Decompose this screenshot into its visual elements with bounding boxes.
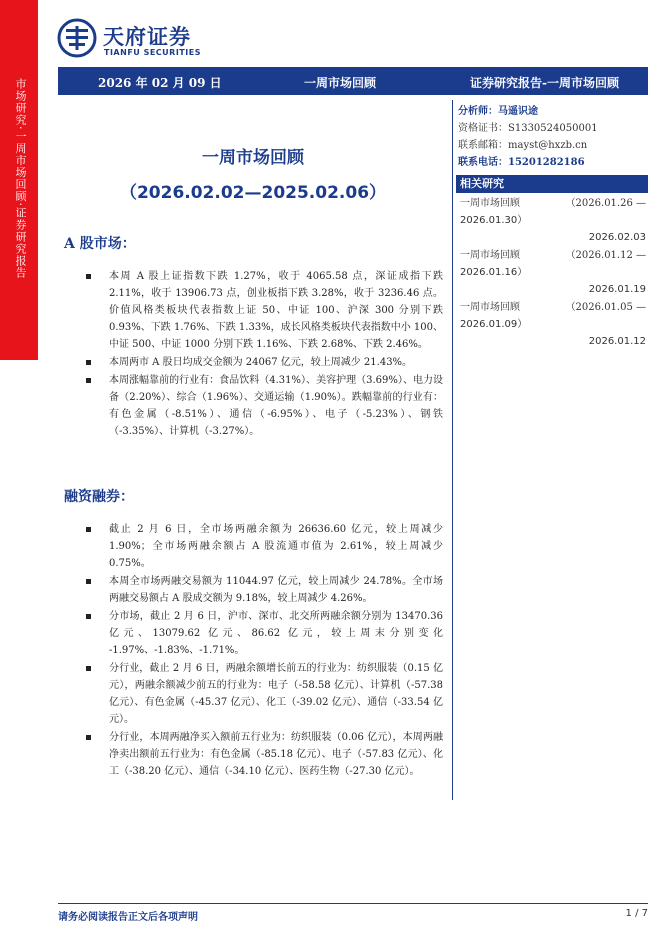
bullet-text: 本周全市场两融交易额为 11044.97 亿元，较上周减少 24.78%。全市场两融交易额占 A 股成交额为 9.18%，较上周减少 4.26%。 (109, 576, 443, 604)
related-range-end: 2026.01.30） (460, 215, 528, 226)
list-item (86, 354, 443, 371)
list-item (86, 573, 443, 607)
bullet-text: 分行业，截止 2 月 6 日，两融余额增长前五的行业为：纺织服装（0.15 亿元），两融余额减少前五的行业为：电子（-58.58 亿元）、计算机（-57.38 亿元）、有色金属（-45.37 亿元）、化工（-39.02 亿元）、通信（-33.54 亿元）。 (109, 663, 443, 725)
bullet-square-icon (86, 614, 91, 619)
logo-cn-text: 天府证券 (103, 25, 191, 49)
report-date: 2026 年 02 月 09 日 (98, 76, 222, 90)
report-header-bar (58, 67, 648, 95)
list-item (86, 608, 443, 659)
analyst-name: 分析师：马遥识途 (458, 106, 538, 117)
bullet-square-icon (86, 735, 91, 740)
list-item (86, 521, 443, 572)
footer-divider (58, 903, 648, 904)
side-vertical-label: 市场研究·一周市场回顾·证券研究报告 (14, 78, 27, 279)
related-title: 一周市场回顾 (460, 302, 520, 313)
bullet-text: 截止 2 月 6 日，全市场两融余额为 26636.60 亿元，较上周减少 1.90%；全市场两融余额占 A 股流通市值为 2.61%，较上周减少 0.75%。 (109, 524, 443, 569)
page-number: 1 / 7 (625, 908, 648, 919)
related-research-item[interactable] (460, 247, 646, 298)
company-logo (57, 18, 232, 60)
analyst-phone: 联系电话：15201282186 (458, 157, 585, 168)
list-item (86, 660, 443, 728)
page-title: 一周市场回顾 (202, 148, 304, 168)
bullet-text: 本周两市 A 股日均成交金额为 24067 亿元，较上周减少 21.43%。 (109, 357, 413, 368)
a-share-bullet-list (86, 268, 443, 441)
related-research-list (460, 195, 646, 351)
bullet-square-icon (86, 666, 91, 671)
margin-bullet-list (86, 521, 443, 781)
bullet-text: 分市场，截止 2 月 6 日，沪市、深市、北交所两融余额分别为 13470.36 亿元、13079.62 亿元、86.62 亿元，较上周末分别变化 -1.97%、-1.83%、-1.71%。 (109, 611, 443, 656)
logo-emblem-icon (57, 18, 97, 58)
page-subtitle: （2026.02.02—2025.02.06） (119, 183, 387, 203)
bullet-square-icon (86, 360, 91, 365)
section-heading-a-share: A 股市场： (64, 236, 136, 252)
bullet-text: 本周 A 股上证指数下跌 1.27%，收于 4065.58 点，深证成指下跌 2.11%，收于 13906.73 点，创业板指下跌 3.28%，收于 3236.46 点。价值风格类板块代表指数上证 50、中证 100、沪深 300 分别下跌 0.93%、下跌 1.76%、下跌 1.33%，成长风格类板块代表指数中小 100、中证 500、中证 1000 分别下跌 1.16%、下跌 2.68%、下跌 2.46%。 (109, 271, 443, 350)
list-item (86, 268, 443, 353)
bullet-square-icon (86, 378, 91, 383)
related-date: 2026.01.19 (588, 284, 646, 295)
related-date: 2026.01.12 (588, 336, 646, 347)
related-title: 一周市场回顾 (460, 250, 520, 261)
header-report-type: 证券研究报告-一周市场回顾 (470, 76, 619, 90)
related-date: 2026.02.03 (588, 232, 646, 243)
related-range-start: （2026.01.05 — (565, 302, 646, 313)
bullet-text: 分行业，本周两融净买入额前五行业为：纺织服装（0.06 亿元），本周两融净卖出额前五行业为：有色金属（-85.18 亿元）、电子（-57.83 亿元）、化工（-38.20 亿元）、通信（-34.10 亿元）、医药生物（-27.30 亿元）。 (109, 732, 443, 777)
section-heading-margin: 融资融券： (64, 489, 134, 505)
related-range-end: 2026.01.16） (460, 267, 528, 278)
bullet-text: 本周涨幅靠前的行业有：食品饮料（4.31%）、美容护理（3.69%）、电力设备（2.20%）、综合（1.96%）、交通运输（1.90%）。跌幅靠前的行业有：有色金属（-8.51%）、通信（-6.95%）、电子（-5.23%）、钢铁（-3.35%）、计算机（-3.27%）。 (109, 375, 443, 437)
header-center-title: 一周市场回顾 (304, 76, 377, 90)
footer-disclaimer: 请务必阅读报告正文后各项声明 (58, 912, 198, 923)
related-range-end: 2026.01.09） (460, 319, 528, 330)
related-research-item[interactable] (460, 299, 646, 350)
bullet-square-icon (86, 274, 91, 279)
analyst-info (458, 103, 648, 171)
related-research-item[interactable] (460, 195, 646, 246)
analyst-cert: 资格证书：S1330524050001 (458, 123, 598, 134)
related-research-heading: 相关研究 (456, 175, 648, 193)
related-title: 一周市场回顾 (460, 198, 520, 209)
column-divider (452, 100, 453, 800)
bullet-square-icon (86, 527, 91, 532)
bullet-square-icon (86, 579, 91, 584)
related-range-start: （2026.01.12 — (565, 250, 646, 261)
logo-en-text: TIANFU SECURITIES (104, 48, 201, 57)
list-item (86, 372, 443, 440)
list-item (86, 729, 443, 780)
related-range-start: （2026.01.26 — (565, 198, 646, 209)
analyst-email[interactable]: 联系邮箱：mayst@hxzb.cn (458, 140, 588, 151)
